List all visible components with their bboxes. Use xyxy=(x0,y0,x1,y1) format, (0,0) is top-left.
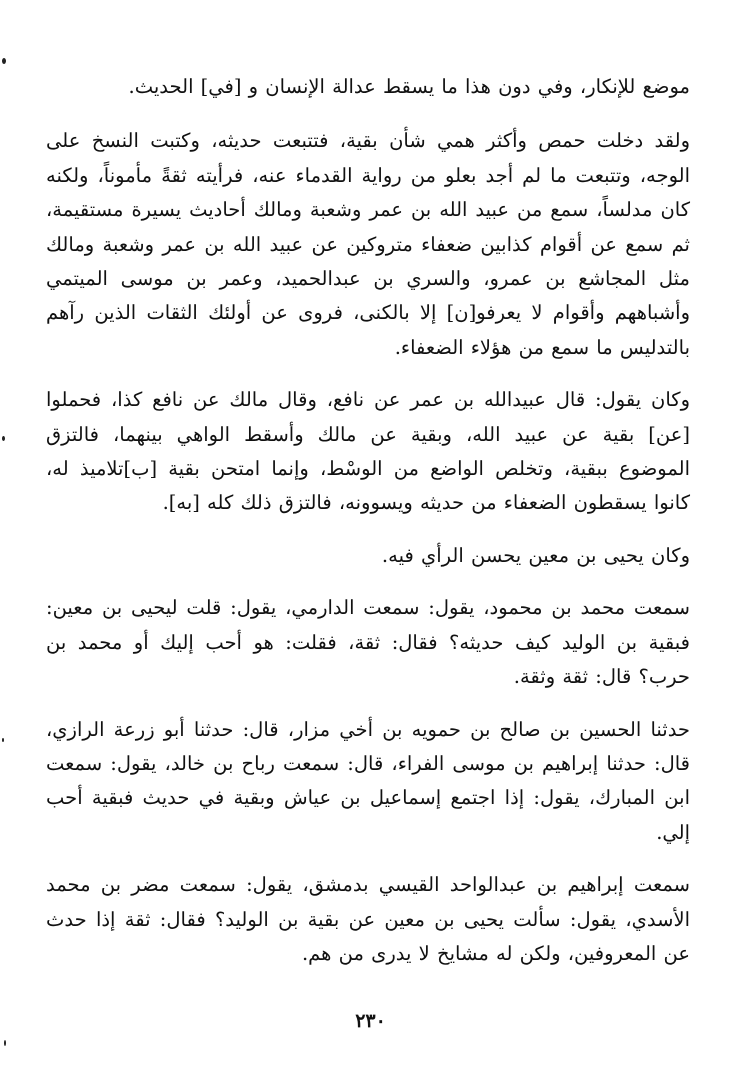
paragraph-3: وكان يقول: قال عبيدالله بن عمر عن نافع، وقال مالك عن نافع كذا، فحملوا [عن] بقية عن عبيد الله، وبقية عن مالك وأسقط الواهي بينهما، فالتزق الموضوع ببقية، وتخلص الواضع من الوسْط، وإنما امتحن بقية [ب]تلاميذ له، كانوا يسقطون الضعفاء من حديثه ويسوونه، فالتزق ذلك كله [به]. xyxy=(46,388,690,515)
paragraph-5: سمعت محمد بن محمود، يقول: سمعت الدارمي، يقول: قلت ليحيى بن معين: فبقية بن الوليد كيف حديثه؟ فقال: ثقة، فقلت: هو أحب إليك أو محمد بن حرب؟ قال: ثقة وثقة. xyxy=(46,596,690,689)
page-number: ٢٣٠ xyxy=(355,1010,386,1032)
paragraph-6: حدثنا الحسين بن صالح بن حمويه بن أخي مزار، قال: حدثنا أبو زرعة الرازي، قال: حدثنا إبراهيم بن موسى الفراء، قال: سمعت رباح بن خالد، يقول: سمعت ابن المبارك، يقول: إذا اجتمع إسماعيل بن عياش وبقية في حديث فبقية أحب إلي. xyxy=(46,717,690,844)
paragraph-1: موضع للإنكار، وفي دون هذا ما يسقط عدالة الإنسان و [في] الحديث. xyxy=(128,75,690,98)
paragraph-4: وكان يحيى بن معين يحسن الرأي فيه. xyxy=(381,543,690,567)
scan-speck xyxy=(2,738,4,742)
scan-speck xyxy=(2,436,5,441)
scan-speck xyxy=(2,58,6,64)
paragraph-7: سمعت إبراهيم بن عبدالواحد القيسي بدمشق، يقول: سمعت مضر بن محمد الأسدي، يقول: سألت يحيى بن معين عن بقية بن الوليد؟ فقال: ثقة إذا حدث عن المعروفين، ولكن له مشايخ لا يدرى من هم. xyxy=(46,873,690,965)
page-body xyxy=(46,70,690,971)
scan-speck xyxy=(4,1040,6,1046)
paragraph-2: ولقد دخلت حمص وأكثر همي شأن بقية، فتتبعت حديثه، وكتبت النسخ على الوجه، وتتبعت ما لم أجد بعلو من رواية القدماء عنه، فرأيته ثقةً مأموناً، ولكنه كان مدلساً، سمع من عبيد الله بن عمر وشعبة ومالك أحاديث يسيرة مستقيمة، ثم سمع عن أقوام كذابين ضعفاء متروكين عن عبيد الله بن عمر وشعبة ومالك مثل المجاشع بن عمرو، والسري بن عبدالحميد، وعمر بن موسى الميتمي وأشباههم وأقوام لا يعرفو[ن] إلا بالكنى، فروى عن أولئك الثقات الذين رآهم بالتدليس ما سمع من هؤلاء الضعفاء. xyxy=(46,129,690,359)
